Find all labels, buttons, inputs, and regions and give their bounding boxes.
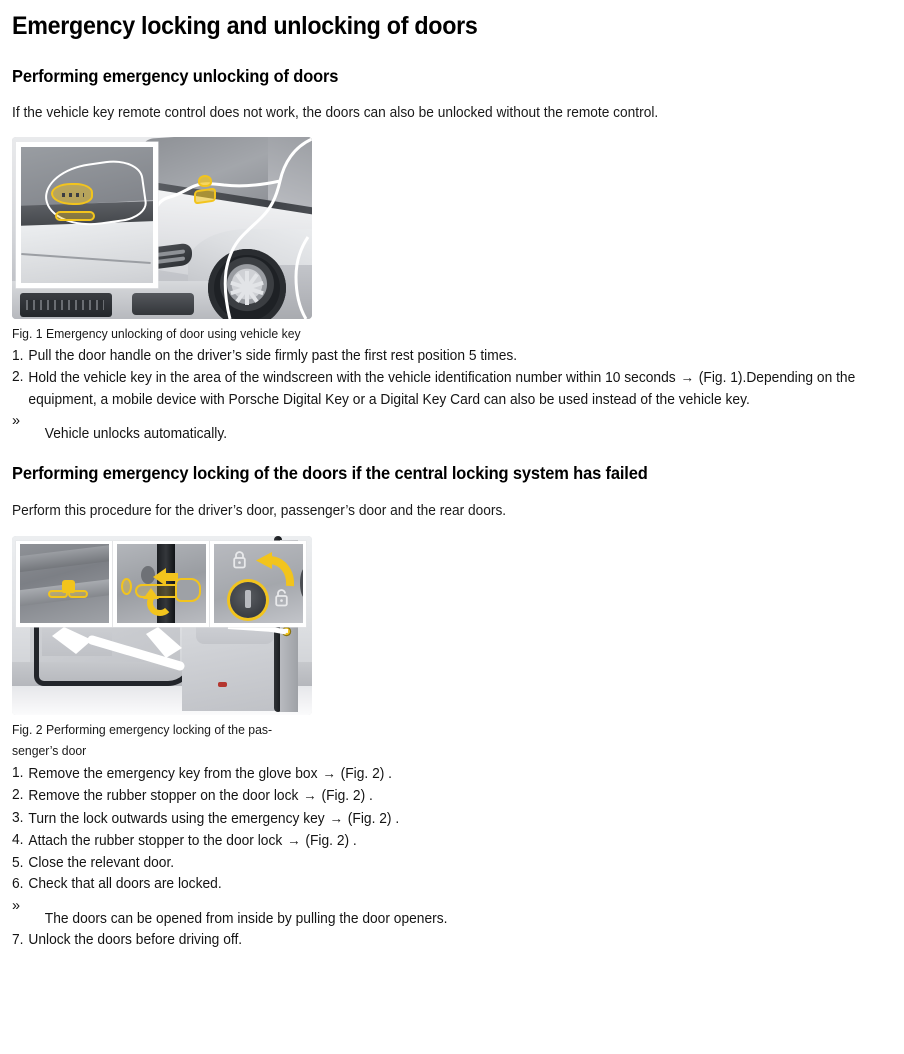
unlocking-steps-list: [12, 346, 892, 412]
figure-2: [12, 521, 892, 763]
step-text-continued: .: [395, 810, 400, 827]
figure-reference-link[interactable]: (Fig. 1): [698, 370, 743, 386]
figure-2-caption-line1: Fig. 2 Performing emergency locking of the pas-: [12, 722, 273, 737]
section-intro-unlocking: If the vehicle key remote control does not work, the doors can also be unlocked without the remote control.: [12, 105, 659, 121]
figure-2-caption: [12, 715, 303, 763]
figure-1-caption: [12, 319, 303, 346]
step-text: Hold the vehicle key in the area of the windscreen with the vehicle identification number within 10 seconds: [28, 370, 676, 386]
step-item: [12, 830, 861, 853]
section-intro-locking: Perform this procedure for the driver’s door, passenger’s door and the rear doors.: [12, 502, 507, 519]
air-intake-shape: [132, 293, 194, 315]
step-text: Attach the rubber stopper to the door lock: [28, 833, 283, 849]
key-head-icon: [175, 578, 201, 602]
cross-reference-arrow-icon: →: [287, 832, 301, 848]
step-number: 6.: [12, 876, 24, 892]
step-text-continued: .Depending on the equipment, a mobile device with Porsche Digital Key or a Digital Key Card can also be used instead of the vehicle key.: [28, 370, 856, 408]
inset-vehicle-key-highlight: [51, 183, 93, 205]
page-title: Emergency locking and unlocking of doors: [12, 12, 478, 40]
figure-reference-link[interactable]: (Fig. 2): [347, 810, 392, 827]
result-chevron-icon: »: [12, 896, 21, 914]
result-chevron-icon: »: [12, 412, 21, 429]
padlock-closed-icon: [232, 550, 247, 570]
figure-1: [12, 123, 892, 346]
cross-reference-arrow-icon: →: [680, 369, 694, 385]
step-number: 2.: [12, 787, 24, 803]
door-illustration: [12, 536, 312, 715]
figure-reference-link[interactable]: (Fig. 2): [305, 833, 350, 849]
step-number: 1.: [12, 764, 24, 781]
figure-2-caption-line2: senger’s door: [12, 744, 87, 758]
step-item: [12, 930, 861, 952]
figure-1-inset-panel: [16, 142, 158, 288]
step-item: [12, 853, 861, 875]
unlocking-result: [12, 411, 861, 446]
callout-lock-cylinder: [210, 541, 306, 627]
emergency-key-icon: [48, 580, 88, 600]
step-text: Check that all doors are locked.: [28, 876, 222, 892]
figure-reference-link[interactable]: (Fig. 2): [340, 765, 385, 782]
locking-steps-list: [12, 763, 892, 896]
step-text: Unlock the doors before driving off.: [28, 932, 243, 948]
figure-2-image: [12, 536, 312, 715]
step-text: Close the relevant door.: [28, 854, 175, 871]
result-text: The doors can be opened from inside by pulling the door openers.: [44, 910, 448, 927]
callout-rubber-stopper: [113, 541, 209, 627]
step-text: Turn the lock outwards using the emergency key: [28, 810, 325, 827]
figure-1-caption-line1: Fig. 1 Emergency unlocking of door using vehicle: [12, 327, 279, 341]
step-text-continued: .: [388, 765, 393, 782]
wheel-shape: [208, 249, 286, 319]
figure-1-caption-line2: key: [281, 327, 301, 341]
section-heading-locking: Performing emergency locking of the doors if the central locking system has failed: [12, 462, 648, 483]
cross-reference-arrow-icon: →: [329, 809, 343, 826]
lock-cylinder-icon: [230, 582, 266, 618]
padlock-open-icon: [274, 588, 289, 608]
rubber-stopper-icon: [121, 578, 132, 595]
locking-final-step-list: [12, 930, 892, 952]
figure-reference-link[interactable]: (Fig. 2): [321, 788, 366, 804]
callout-glove-box-key: [16, 541, 112, 627]
step-number: 3.: [12, 809, 24, 826]
section-heading-unlocking: Performing emergency unlocking of doors: [12, 66, 339, 86]
step-text-continued: .: [352, 833, 357, 849]
step-number: 1.: [12, 347, 24, 364]
step-item: [12, 346, 861, 368]
step-text: Pull the door handle on the driver’s side firmly past the first rest position 5 times.: [28, 347, 518, 364]
pull-arrow-icon: [153, 568, 166, 586]
step-number: 5.: [12, 854, 24, 871]
inset-hood: [21, 220, 153, 283]
locking-result: [12, 896, 861, 931]
step-number: 7.: [12, 932, 24, 948]
step-text-continued: .: [369, 788, 373, 804]
step-text: Remove the emergency key from the glove box: [28, 765, 318, 782]
step-item: [12, 808, 861, 831]
step-number: 2.: [12, 369, 24, 385]
step-number: 4.: [12, 832, 24, 848]
step-item: [12, 785, 861, 808]
step-text: Remove the rubber stopper on the door lock: [28, 788, 299, 804]
step-item: [12, 763, 861, 786]
step-item: [12, 874, 861, 896]
inset-vin-highlight: [55, 211, 95, 221]
result-text: Vehicle unlocks automatically.: [44, 426, 228, 442]
figure-1-image: [12, 137, 312, 319]
vehicle-key-highlight: [198, 175, 212, 187]
grille-shape: [20, 293, 112, 317]
cross-reference-arrow-icon: →: [303, 787, 317, 803]
step-item: [12, 367, 861, 411]
cross-reference-arrow-icon: →: [322, 764, 336, 781]
